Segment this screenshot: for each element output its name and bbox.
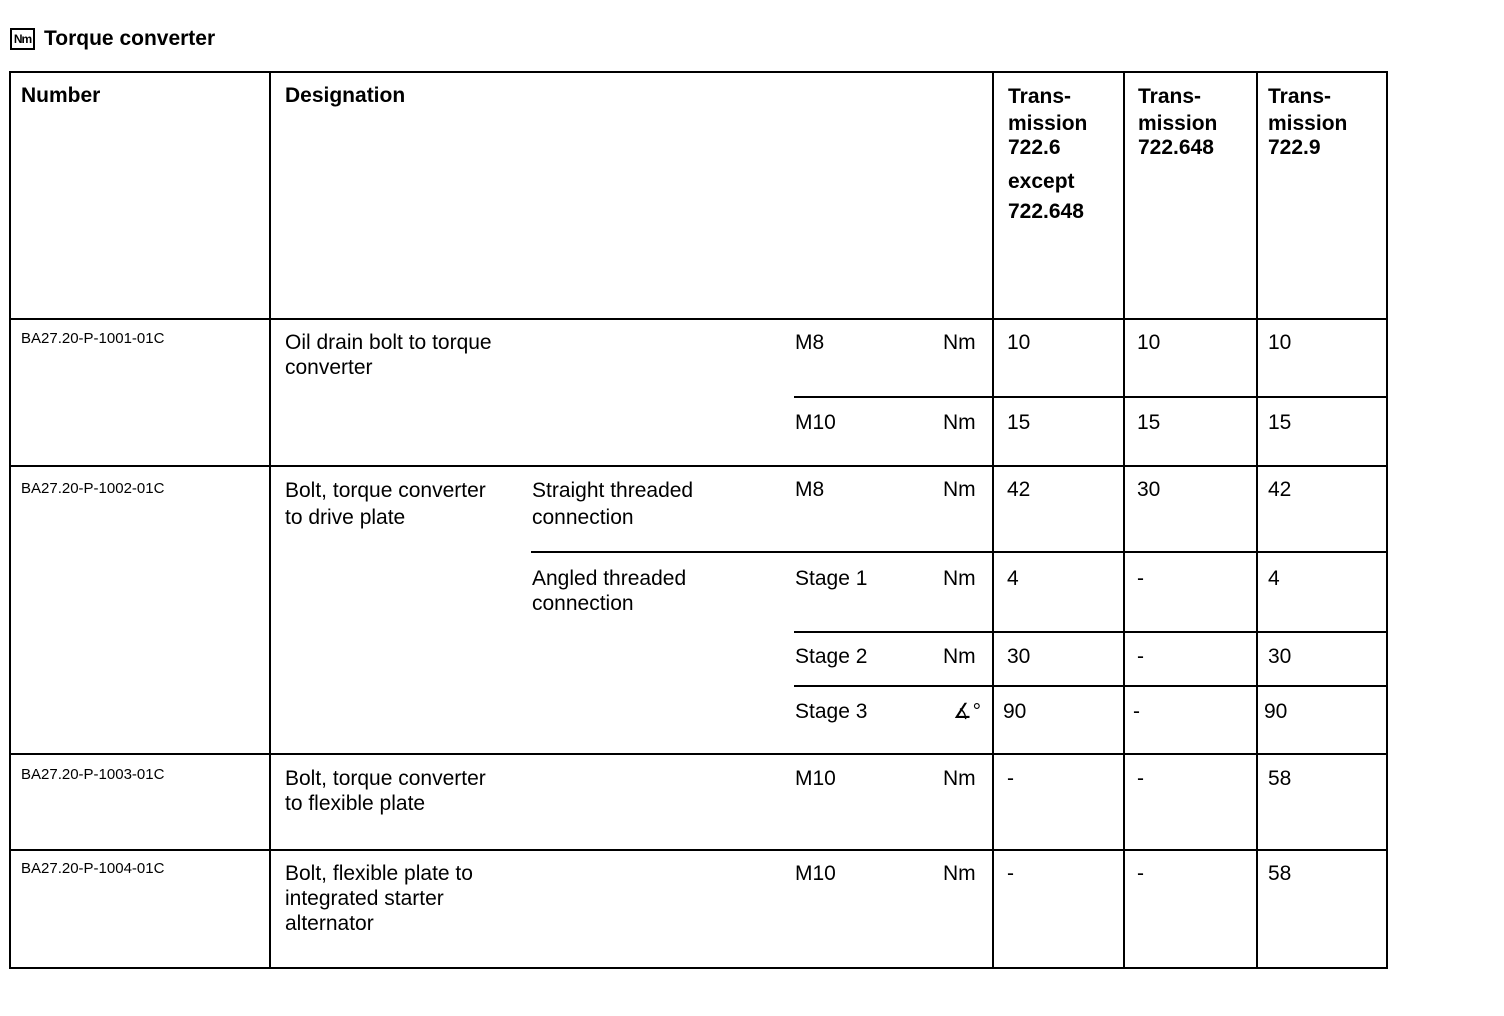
size: Stage 2 — [795, 645, 868, 668]
page-title: Torque converter — [44, 27, 216, 50]
subrow-divider — [794, 631, 1388, 633]
value-722-9: 10 — [1268, 331, 1292, 354]
part-number: BA27.20-P-1002-01C — [21, 480, 165, 497]
size: M8 — [795, 331, 825, 354]
unit: Nm — [943, 411, 976, 434]
value-722-6: 42 — [1007, 478, 1031, 501]
header-text: mission — [1008, 112, 1088, 135]
value-722-6: 15 — [1007, 411, 1031, 434]
size: Stage 1 — [795, 567, 868, 590]
part-number: BA27.20-P-1004-01C — [21, 860, 165, 877]
value-722-9: 30 — [1268, 645, 1292, 668]
value-722-9: 42 — [1268, 478, 1292, 501]
header-text: Trans- — [1268, 85, 1332, 108]
subrow-divider — [531, 551, 1388, 553]
header-text: mission — [1268, 112, 1348, 135]
designation: Oil drain bolt to torque — [285, 331, 492, 354]
table-border-left — [9, 71, 11, 969]
value-722-6: 4 — [1007, 567, 1019, 590]
size: M8 — [795, 478, 825, 501]
designation: Bolt, torque converter — [285, 479, 486, 502]
unit: Nm — [943, 331, 976, 354]
value-722-6: 30 — [1007, 645, 1031, 668]
value-722-648: - — [1137, 767, 1144, 790]
unit: Nm — [943, 767, 976, 790]
value-722-6: 90 — [1003, 700, 1027, 723]
value-722-648: - — [1137, 862, 1144, 885]
unit: Nm — [943, 567, 976, 590]
value-722-648: 10 — [1137, 331, 1161, 354]
designation: Bolt, flexible plate to — [285, 862, 473, 885]
sub-designation: Straight threaded — [532, 479, 694, 502]
col-divider — [269, 71, 271, 969]
size: M10 — [795, 767, 836, 790]
value-722-648: 30 — [1137, 478, 1161, 501]
unit: Nm — [943, 478, 976, 501]
header-text: 722.648 — [1138, 136, 1214, 159]
section-heading — [10, 25, 215, 53]
col-divider — [992, 71, 994, 969]
table-border-right — [1386, 71, 1388, 969]
subrow-divider — [794, 685, 1388, 687]
row-divider — [9, 849, 1388, 851]
designation: converter — [285, 356, 373, 379]
part-number: BA27.20-P-1001-01C — [21, 330, 165, 347]
value-722-648: - — [1133, 700, 1140, 723]
size: M10 — [795, 411, 836, 434]
value-722-6: - — [1007, 767, 1014, 790]
nm-torque-icon: Nm — [10, 28, 35, 50]
value-722-9: 58 — [1268, 767, 1292, 790]
row-divider — [9, 318, 1388, 320]
subrow-divider — [794, 396, 1388, 398]
size: Stage 3 — [795, 700, 868, 723]
col-divider — [1256, 71, 1258, 969]
value-722-9: 90 — [1264, 700, 1288, 723]
value-722-6: 10 — [1007, 331, 1031, 354]
designation: Bolt, torque converter — [285, 767, 486, 790]
value-722-648: 15 — [1137, 411, 1161, 434]
header-text: mission — [1138, 112, 1218, 135]
header-text: Trans- — [1138, 85, 1202, 108]
header-text: 722.6 — [1008, 136, 1061, 159]
value-722-648: - — [1137, 645, 1144, 668]
table-border-bottom — [9, 967, 1388, 969]
row-divider — [9, 465, 1388, 467]
designation: to drive plate — [285, 506, 406, 529]
row-divider — [9, 753, 1388, 755]
designation: to flexible plate — [285, 792, 426, 815]
header-text: except — [1008, 170, 1075, 193]
header-number: Number — [21, 84, 101, 107]
size: M10 — [795, 862, 836, 885]
part-number: BA27.20-P-1003-01C — [21, 766, 165, 783]
angle-unit-icon: ∡° — [953, 700, 981, 723]
value-722-9: 4 — [1268, 567, 1280, 590]
sub-designation: connection — [532, 506, 634, 529]
value-722-648: - — [1137, 567, 1144, 590]
designation: alternator — [285, 912, 374, 935]
value-722-6: - — [1007, 862, 1014, 885]
col-divider — [1123, 71, 1125, 969]
header-designation: Designation — [285, 84, 406, 107]
unit: Nm — [943, 862, 976, 885]
designation: integrated starter — [285, 887, 444, 910]
value-722-9: 58 — [1268, 862, 1292, 885]
table-border-top — [9, 71, 1388, 73]
value-722-9: 15 — [1268, 411, 1292, 434]
header-text: 722.9 — [1268, 136, 1321, 159]
unit: Nm — [943, 645, 976, 668]
sub-designation: connection — [532, 592, 634, 615]
header-text: Trans- — [1008, 85, 1072, 108]
header-text: 722.648 — [1008, 200, 1084, 223]
sub-designation: Angled threaded — [532, 567, 687, 590]
